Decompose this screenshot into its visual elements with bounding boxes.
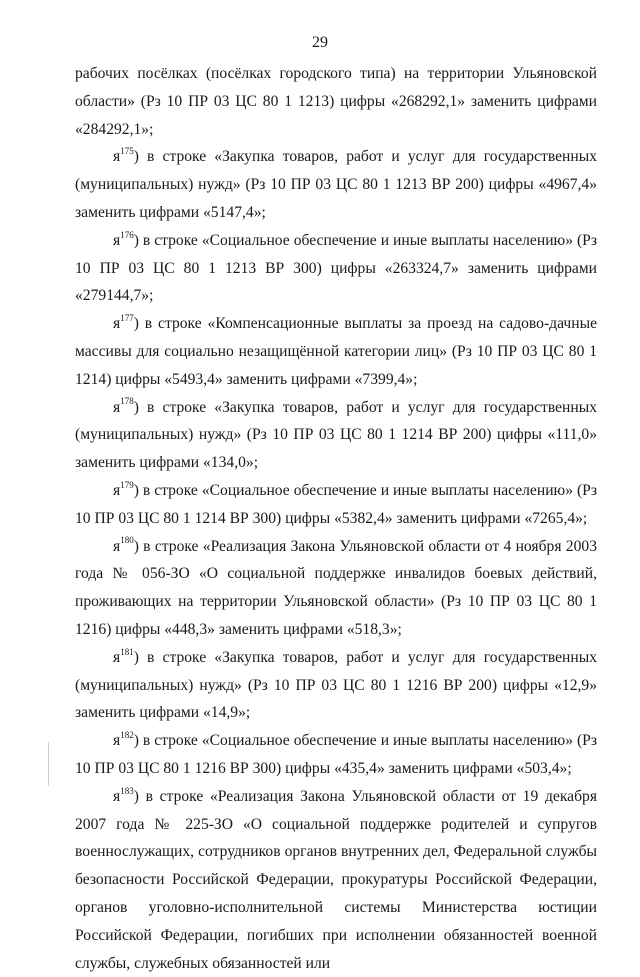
item-marker: я: [113, 481, 121, 499]
item-marker: я: [113, 787, 121, 805]
paragraph-text: ) в строке «Социальное обеспечение и иные выплаты населению» (Рз 10 ПР 03 ЦС 80 1 1214 ВР 300) цифры «5382,4» заменить цифрами «7265,4»;: [75, 481, 597, 527]
item-number: 183: [120, 785, 134, 796]
item-marker: я: [113, 148, 121, 166]
paragraph-text: ) в строке «Закупка товаров, работ и услуг для государственных (муниципальных) нужд» (Рз 10 ПР 03 ЦС 80 1 1216 ВР 200) цифры «12,9» заменить цифрами «14,9»;: [75, 648, 597, 722]
paragraph-text: ) в строке «Компенсационные выплаты за проезд на садово-дачные массивы для социально незащищённой категории лиц» (Рз 10 ПР 03 ЦС 80 1 1214) цифры «5493,4» заменить цифрами «7399,4»;: [75, 315, 597, 388]
paragraph-item-183: [75, 783, 597, 977]
item-marker: я: [113, 231, 121, 249]
paragraph-text: ) в строке «Закупка товаров, работ и услуг для государственных (муниципальных) нужд» (Рз 10 ПР 03 ЦС 80 1 1214 ВР 200) цифры «111,0» заменить цифрами «134,0»;: [75, 398, 597, 472]
paragraph-item-176: [75, 227, 597, 310]
paragraph-text: ) в строке «Закупка товаров, работ и услуг для государственных (муниципальных) нужд» (Рз 10 ПР 03 ЦС 80 1 1213 ВР 200) цифры «4967,4» заменить цифрами «5147,4»;: [75, 148, 597, 221]
paragraph-text: рабочих посёлках (посёлках городского типа) на территории Ульяновской области» (Рз 10 ПР 03 ЦС 80 1 1213) цифры «268292,1» заменить цифрами «284292,1»;: [75, 65, 597, 138]
item-number: 181: [120, 646, 134, 657]
paragraph-item-177: [75, 310, 597, 393]
paragraph-text: ) в строке «Реализация Закона Ульяновской области от 19 декабря 2007 года № 225-ЗО «О социальной поддержке родителей и супругов военнослужащих, сотрудников органов внутренних дел, Федеральной службы безопасности Российской Федерации, прокуратуры Российской Федерации, органов уголовно-исполнительной системы Министерства юстиции Российской Федерации, погибших при исполнении обязанностей военной службы, служебных обязанностей или: [75, 787, 597, 972]
paragraph-item-175: [75, 143, 597, 226]
item-number: 182: [120, 729, 134, 740]
item-number: 176: [120, 229, 134, 240]
item-marker: я: [113, 732, 121, 750]
paragraph-item-182: [75, 727, 597, 783]
paragraph-item-178: [75, 394, 597, 477]
item-number: 178: [120, 396, 134, 407]
paragraph-item-181: [75, 644, 597, 727]
item-marker: я: [113, 398, 121, 416]
item-number: 180: [120, 535, 134, 546]
item-number: 179: [120, 479, 134, 490]
paragraph-continuation: [75, 60, 597, 143]
item-marker: я: [113, 537, 121, 555]
paragraph-text: ) в строке «Социальное обеспечение и иные выплаты населению» (Рз 10 ПР 03 ЦС 80 1 1213 ВР 300) цифры «263324,7» заменить цифрами «279144,7»;: [75, 231, 597, 305]
paragraph-item-180: [75, 533, 597, 644]
page-number: 29: [312, 34, 328, 51]
item-marker: я: [113, 315, 121, 333]
item-marker: я: [113, 648, 121, 666]
paragraph-text: ) в строке «Социальное обеспечение и иные выплаты населению» (Рз 10 ПР 03 ЦС 80 1 1216 ВР 300) цифры «435,4» заменить цифрами «503,4»;: [75, 732, 597, 777]
paragraph-item-179: [75, 477, 597, 533]
paragraph-text: ) в строке «Реализация Закона Ульяновской области от 4 ноября 2003 года № 056-ЗО «О социальной поддержке инвалидов боевых действий, проживающих на территории Ульяновской области» (Рз 10 ПР 03 ЦС 80 1 1216) цифры «448,3» заменить цифрами «518,3»;: [75, 537, 597, 638]
document-body: [75, 60, 597, 977]
item-number: 177: [120, 312, 134, 323]
item-number: 175: [120, 146, 134, 157]
margin-mark: [48, 742, 49, 786]
